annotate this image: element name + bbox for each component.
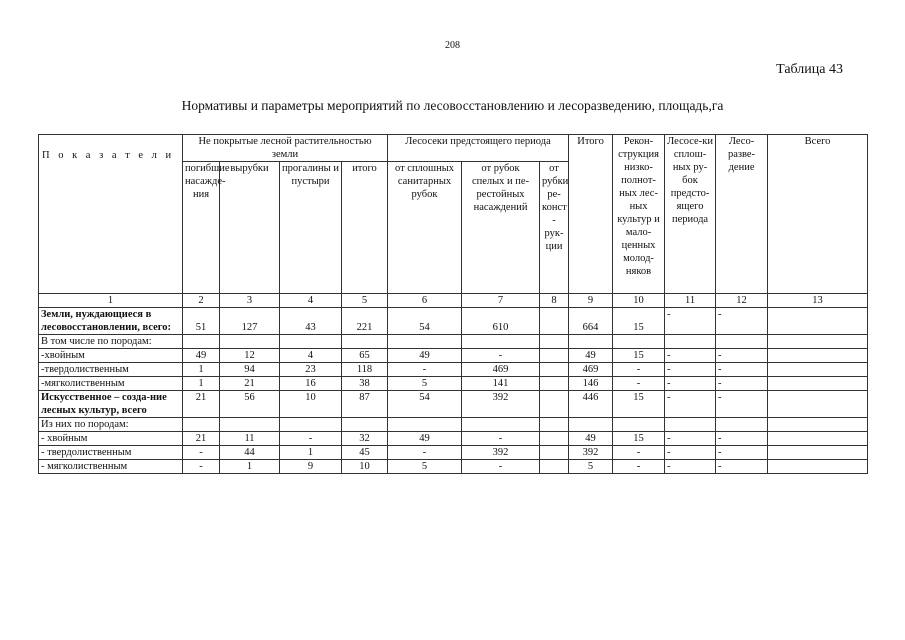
table-cell: 1 [220,460,280,474]
table-row [39,446,868,460]
table-cell: - [388,363,462,377]
table-cell: - [716,377,768,391]
row-label: -мягколиственным [39,377,183,391]
table-cell: 38 [342,377,388,391]
header-subtotal: итого [342,162,388,294]
table-cell [540,432,569,446]
header-felling: вырубки [220,162,280,294]
table-cell: - [716,363,768,377]
table-cell [768,446,868,460]
table-cell [768,363,868,377]
table-cell: - [665,446,716,460]
table-cell [768,335,868,349]
table-cell: 15 [613,432,665,446]
table-cell [183,335,220,349]
table-cell: 5 [569,460,613,474]
table-number: Таблица 43 [776,62,843,77]
table-cell [540,363,569,377]
column-number-cell: 7 [462,294,540,308]
table-cell [342,418,388,432]
table-cell: 146 [569,377,613,391]
header-afforestation: Лесо-разве-дение [716,135,768,294]
table-row [39,377,868,391]
table-cell [768,391,868,418]
row-label: -хвойным [39,349,183,363]
table-cell: 221 [342,308,388,335]
table-cell [613,418,665,432]
table-cell [540,418,569,432]
header-clearcut: Лесосе-ки сплош-ных ру-бок предсто-ящего периода [665,135,716,294]
table-cell: - [183,446,220,460]
table-cell [462,418,540,432]
table-cell: 49 [569,432,613,446]
table-row [39,349,868,363]
column-number-row [39,294,868,308]
table-cell: 21 [220,377,280,391]
table-row [39,308,868,335]
table-cell [768,308,868,335]
table-cell: 15 [613,391,665,418]
table-cell: - [462,432,540,446]
header-reconstruction: Рекон-струкция низко-полнот-ных лес-ных культур и мало-ценных молод-няков [613,135,665,294]
table-cell: 49 [569,349,613,363]
table-cell: - [665,377,716,391]
header-glades: прогалины и пустыри [280,162,342,294]
table-cell: 1 [280,446,342,460]
table-cell [388,335,462,349]
row-label: - твердолиственным [39,446,183,460]
table-cell: 21 [183,432,220,446]
table-cell: 54 [388,308,462,335]
table-cell: - [716,432,768,446]
table-cell: 4 [280,349,342,363]
row-label: -твердолиственным [39,363,183,377]
table-cell [716,418,768,432]
column-number-cell: 9 [569,294,613,308]
table-cell [280,418,342,432]
table-cell [220,335,280,349]
table-cell: 392 [569,446,613,460]
table-cell: 1 [183,363,220,377]
table-cell: 21 [183,391,220,418]
table-cell [569,418,613,432]
table-cell: - [716,308,768,335]
table-row [39,335,868,349]
table-cell [220,418,280,432]
table-cell: 469 [462,363,540,377]
table-cell [716,335,768,349]
table-cell: - [613,377,665,391]
table-cell: 118 [342,363,388,377]
table-cell [768,432,868,446]
table-cell: 9 [280,460,342,474]
table-cell: 392 [462,446,540,460]
table-cell: 65 [342,349,388,363]
header-group-uncovered: Не покрытые лесной растительностью земли [183,135,388,162]
table-cell [540,446,569,460]
table-cell: - [613,446,665,460]
table-cell [569,335,613,349]
table-cell: - [613,363,665,377]
table-cell: 23 [280,363,342,377]
column-number-cell: 4 [280,294,342,308]
table-cell [540,335,569,349]
table-cell: 49 [388,349,462,363]
table-cell [342,335,388,349]
table-cell [665,335,716,349]
table-cell [540,391,569,418]
table-cell: 12 [220,349,280,363]
table-cell: 56 [220,391,280,418]
table-row [39,432,868,446]
column-number-cell: 13 [768,294,868,308]
header-group-cutting: Лесосеки предстоящего периода [388,135,569,162]
header-mature: от рубок спелых и пе-рестойных насаждений [462,162,540,294]
table-cell: 10 [280,391,342,418]
column-number-cell: 2 [183,294,220,308]
table-cell: - [462,349,540,363]
page-number: 208 [445,40,460,51]
table-cell: 392 [462,391,540,418]
table-cell: 15 [613,308,665,335]
table-cell: - [716,446,768,460]
row-label: В том числе по породам: [39,335,183,349]
table-cell [540,349,569,363]
table-cell [183,418,220,432]
table-cell: - [665,349,716,363]
table-cell: - [388,446,462,460]
header-total: Итого [569,135,613,294]
table-cell: 664 [569,308,613,335]
data-table [38,134,868,474]
table-cell: - [665,460,716,474]
column-number-cell: 5 [342,294,388,308]
table-row [39,363,868,377]
column-number-cell: 6 [388,294,462,308]
table-cell [280,335,342,349]
table-cell: 10 [342,460,388,474]
table-cell: - [665,432,716,446]
row-label: - мягколиственным [39,460,183,474]
table-cell: 469 [569,363,613,377]
row-label: Искусственное – созда-ние лесных культур, всего [39,391,183,418]
table-cell [768,349,868,363]
table-cell: - [665,363,716,377]
table-cell: 54 [388,391,462,418]
table-cell: 49 [183,349,220,363]
table-cell: - [716,460,768,474]
table-cell: - [665,391,716,418]
header-sanitary: от сплошных санитарных рубок [388,162,462,294]
column-number-cell: 12 [716,294,768,308]
table-row [39,391,868,418]
table-cell: 141 [462,377,540,391]
table-cell [613,335,665,349]
table-cell [768,418,868,432]
header-row-1 [39,135,868,162]
table-title: Нормативы и параметры мероприятий по лесовосстановлению и лесоразведению, площадь,га [181,98,724,113]
table-cell [540,460,569,474]
table-cell [665,418,716,432]
table-cell: - [183,460,220,474]
table-row [39,460,868,474]
table-cell: 5 [388,377,462,391]
table-cell [388,418,462,432]
table-cell: - [716,391,768,418]
table-cell [462,335,540,349]
table-cell: - [665,308,716,335]
table-cell [540,377,569,391]
column-number-cell: 3 [220,294,280,308]
row-label: - хвойным [39,432,183,446]
table-cell: 87 [342,391,388,418]
table-cell: 44 [220,446,280,460]
table-cell: 127 [220,308,280,335]
table-cell: 1 [183,377,220,391]
table-cell: - [613,460,665,474]
table-cell: - [280,432,342,446]
table-cell: 51 [183,308,220,335]
table-cell: 32 [342,432,388,446]
table-row [39,418,868,432]
row-label: Земли, нуждающиеся в лесовосстановлении, всего: [39,308,183,335]
table-cell [768,377,868,391]
table-cell: 5 [388,460,462,474]
column-number-cell: 11 [665,294,716,308]
table-cell [540,308,569,335]
table-cell: 446 [569,391,613,418]
table-cell: 16 [280,377,342,391]
row-label: Из них по породам: [39,418,183,432]
table-body [39,308,868,474]
column-number-cell: 10 [613,294,665,308]
column-number-cell: 8 [540,294,569,308]
table-cell: - [716,349,768,363]
table-cell: 49 [388,432,462,446]
table-cell: 15 [613,349,665,363]
table-cell: 43 [280,308,342,335]
table-cell [768,460,868,474]
header-indicators: П о к а з а т е л и [39,135,183,294]
table-cell: 45 [342,446,388,460]
table-cell: 610 [462,308,540,335]
table-cell: 94 [220,363,280,377]
header-all: Всего [768,135,868,294]
table-cell: - [462,460,540,474]
column-number-cell: 1 [39,294,183,308]
table-cell: 11 [220,432,280,446]
header-dead: погибшие насажде-ния [183,162,220,294]
header-reconstr: от рубки ре-конст - рук-ции [540,162,569,294]
